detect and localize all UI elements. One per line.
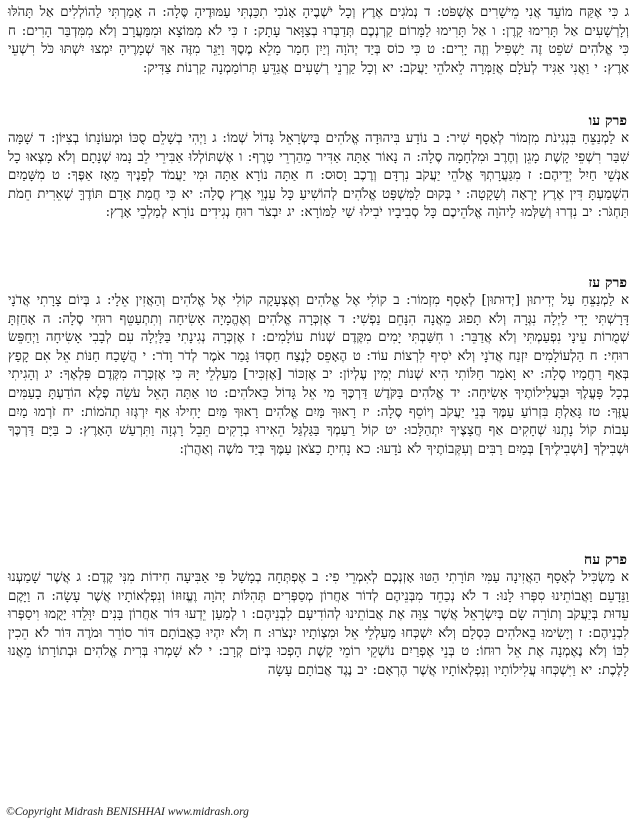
- chapter-heading-77: פרק עז: [588, 275, 627, 291]
- chapter-heading-78: פרק עח: [583, 552, 627, 568]
- chapter-heading-76: פרק עו: [588, 113, 627, 129]
- copyright-notice: ©Copyright Midrash BENISHHAI www.midrash.org: [6, 806, 249, 818]
- psalm-77-verses: א לַמְנַצֵּחַ עַל יְדִיתוּן [יְדוּתוּן] לְאָסָף מִזְמוֹר: ב קוֹלִי אֶל אֱלֹהִים וְאֶצְעָקָה קוֹלִי אֶל אֱלֹהִים וְהַאֲזִין אֵלָי: ג בְּיוֹם צָרָתִי אֲדֹנָי דָּרָשְׁתִּי יָדִי לַיְלָה נִגְּרָה וְלֹא תָפוּג מֵאֲנָה הִנָּחֵם נַפְשִׁי: ד אֶזְכְּרָה אֱלֹהִים וְאֶהֱמָיָה אָשִׂיחָה וְתִתְעַטֵּף רוּחִי סֶלָה: ה אָחַזְתָּ שְׁמֻרוֹת עֵינָי נִפְעַמְתִּי וְלֹא אֲדַבֵּר: ו חִשַּׁבְתִּי יָמִים מִקֶּדֶם שְׁנוֹת עוֹלָמִים: ז אֶזְכְּרָה נְגִינָתִי בַּלָּיְלָה עִם לְבָבִי אָשִׂיחָה וַיְחַפֵּשׂ רוּחִי: ח הַלְעוֹלָמִים יִזְנַח אֲדֹנָי וְלֹא יֹסִיף לִרְצוֹת עוֹד: ט הֶאָפֵס לָנֶצַח חַסְדּוֹ גָּמַר אֹמֶר לְדֹר וָדֹר: י הֲשָׁכַח חַנּוֹת אֵל אִם קָפַץ בְּאַף רַחֲמָיו סֶלָה: יא וָאֹמַר חַלּוֹתִי הִיא שְׁנוֹת יְמִין עֶלְיוֹן: יב אֶזְכּוֹר [אֶזְכִּיר] מַעַלְלֵי יָהּ כִּי אֶזְכְּרָה מִקֶּדֶם פִּלְאֶךָ: יג וְהָגִיתִי בְכָל פָּעֳלֶךָ וּבַעֲלִילוֹתֶיךָ אָשִׂיחָה: יד אֱלֹהִים בַּקֹּדֶשׁ דַּרְכֶּךָ מִי אֵל גָּדוֹל כֵּאלֹהִים: טו אַתָּה הָאֵל עֹשֵׂה פֶלֶא הוֹדַעְתָּ בָעַמִּים עֻזֶּךָ: טז גָּאַלְתָּ בִּזְרוֹעַ עַמֶּךָ בְּנֵי יַעֲקֹב וְיוֹסֵף סֶלָה: יז רָאוּךָ מַּיִם אֱלֹהִים רָאוּךָ מַּיִם יָחִילוּ אַף יִרְגְּזוּ תְהֹמוֹת: יח זֹרְמוּ מַיִם עָבוֹת קוֹל נָתְנוּ שְׁחָקִים אַף חֲצָצֶיךָ יִתְהַלָּכוּ: יט קוֹל רַעַמְךָ בַּגַּלְגַּל הֵאִירוּ בְרָקִים תֵּבֵל רָגְזָה וַתִּרְעַשׁ הָאָרֶץ: כ בַּיָּם דַּרְכֶּךָ וּשְׁבִילְךָ [וּשְׁבִילֶיךָ] בְּמַיִם רַבִּים וְעִקְּבוֹתֶיךָ לֹא נֹדָעוּ: כא נָחִיתָ כַצֹּאן עַמֶּךָ בְּיַד מֹשֶׁה וְאַהֲרֹן:: [8, 293, 629, 457]
- psalm-76-verses: א לַמְנַצֵּחַ בִּנְגִינֹת מִזְמוֹר לְאָסָף שִׁיר: ב נוֹדָע בִּיהוּדָה אֱלֹהִים בְּיִשְׂרָאֵל גָּדוֹל שְׁמוֹ: ג וַיְהִי בְשָׁלֵם סֻכּוֹ וּמְעוֹנָתוֹ בְצִיּוֹן: ד שָׁמָּה שִׁבַּר רִשְׁפֵי קָשֶׁת מָגֵן וְחֶרֶב וּמִלְחָמָה סֶלָה: ה נָאוֹר אַתָּה אַדִּיר מֵהַרְרֵי טָרֶף: ו אֶשְׁתּוֹלְלוּ אַבִּירֵי לֵב נָמוּ שְׁנָתָם וְלֹא מָצְאוּ כָל אַנְשֵׁי חַיִל יְדֵיהֶם: ז מִגַּעֲרָתְךָ אֱלֹהֵי יַעֲקֹב נִרְדָּם וְרֶכֶב וָסוּס: ח אַתָּה נוֹרָא אַתָּה וּמִי יַעֲמֹד לְפָנֶיךָ מֵאָז אַפֶּךָ: ט מִשָּׁמַיִם הִשְׁמַעְתָּ דִּין אֶרֶץ יָרְאָה וְשָׁקָטָה: י בְּקוּם לַמִּשְׁפָּט אֱלֹהִים לְהוֹשִׁיעַ כָּל עַנְוֵי אֶרֶץ סֶלָה: יא כִּי חֲמַת אָדָם תּוֹדֶךָּ שְׁאֵרִית חֵמֹת תַּחְגֹּר: יב נִדְרוּ וְשַׁלְּמוּ לַיהֹוָה אֱלֹהֵיכֶם כָּל סְבִיבָיו יֹבִילוּ שַׁי לַמּוֹרָא: יג יִבְצֹר רוּחַ נְגִידִים נוֹרָא לְמַלְכֵי אָרֶץ:: [8, 131, 629, 221]
- psalms-page: [6, 4, 631, 804]
- psalm-75-verses: ג כִּי אֶקַּח מוֹעֵד אֲנִי מֵישָׁרִים אֶשְׁפֹּט: ד נְמֹגִים אֶרֶץ וְכָל יֹשְׁבֶיהָ אָנֹכִי תִכַּנְתִּי עַמּוּדֶיהָ סֶּלָה: ה אָמַרְתִּי לַהוֹלְלִים אַל תָּהֹלּוּ וְלָרְשָׁעִים אַל תָּרִימוּ קָרֶן: ו אַל תָּרִימוּ לַמָּרוֹם קַרְנְכֶם תְּדַבְּרוּ בְצַוָּאר עָתָק: ז כִּי לֹא מִמּוֹצָא וּמִמַּעֲרָב וְלֹא מִמִּדְבַּר הָרִים: ח כִּי אֱלֹהִים שֹׁפֵט זֶה יַשְׁפִּיל וְזֶה יָרִים: ט כִּי כוֹס בְּיַד יְהֹוָה וְיַיִן חָמַר מָלֵא מֶסֶךְ וַיַּגֵּר מִזֶּה אַךְ שְׁמָרֶיהָ יִמְצוּ יִשְׁתּוּ כֹּל רִשְׁעֵי אָרֶץ: י וַאֲנִי אַגִּיד לְעֹלָם אֲזַמְּרָה לֵאלֹהֵי יַעֲקֹב: יא וְכָל קַרְנֵי רְשָׁעִים אֲגַדֵּעַ תְּרוֹמַמְנָה קַרְנוֹת צַדִּיק:: [8, 5, 629, 76]
- psalm-78-verses: א מַשְׂכִּיל לְאָסָף הַאֲזִינָה עַמִּי תּוֹרָתִי הַטּוּ אָזְנְכֶם לְאִמְרֵי פִי: ב אֶפְתְּחָה בְמָשָׁל פִּי אַבִּיעָה חִידוֹת מִנִּי קֶדֶם: ג אֲשֶׁר שָׁמַעְנוּ וַנֵּדָעֵם וַאֲבוֹתֵינוּ סִפְּרוּ לָנוּ: ד לֹא נְכַחֵד מִבְּנֵיהֶם לְדוֹר אַחֲרוֹן מְסַפְּרִים תְּהִלּוֹת יְהֹוָה וֶעֱזוּזוֹ וְנִפְלְאוֹתָיו אֲשֶׁר עָשָׂה: ה וַיָּקֶם עֵדוּת בְּיַעֲקֹב וְתוֹרָה שָׂם בְּיִשְׂרָאֵל אֲשֶׁר צִוָּה אֶת אֲבוֹתֵינוּ לְהוֹדִיעָם לִבְנֵיהֶם: ו לְמַעַן יֵדְעוּ דּוֹר אַחֲרוֹן בָּנִים יִוָּלֵדוּ יָקֻמוּ וִיסַפְּרוּ לִבְנֵיהֶם: ז וְיָשִׂימוּ בֵאלֹהִים כִּסְלָם וְלֹא יִשְׁכְּחוּ מַעַלְלֵי אֵל וּמִצְוֹתָיו יִנְצֹרוּ: ח וְלֹא יִהְיוּ כַּאֲבוֹתָם דּוֹר סוֹרֵר וּמֹרֶה דּוֹר לֹא הֵכִין לִבּוֹ וְלֹא נֶאֶמְנָה אֶת אֵל רוּחוֹ: ט בְּנֵי אֶפְרַיִם נוֹשְׁקֵי רוֹמֵי קָשֶׁת הָפְכוּ בְּיוֹם קְרָב: י לֹא שָׁמְרוּ בְּרִית אֱלֹהִים וּבְתוֹרָתוֹ מֵאֲנוּ לָלֶכֶת: יא וַיִּשְׁכְּחוּ עֲלִילוֹתָיו וְנִפְלְאוֹתָיו אֲשֶׁר הֶרְאָם: יב נֶגֶד אֲבוֹתָם עָשָׂה: [8, 570, 629, 678]
